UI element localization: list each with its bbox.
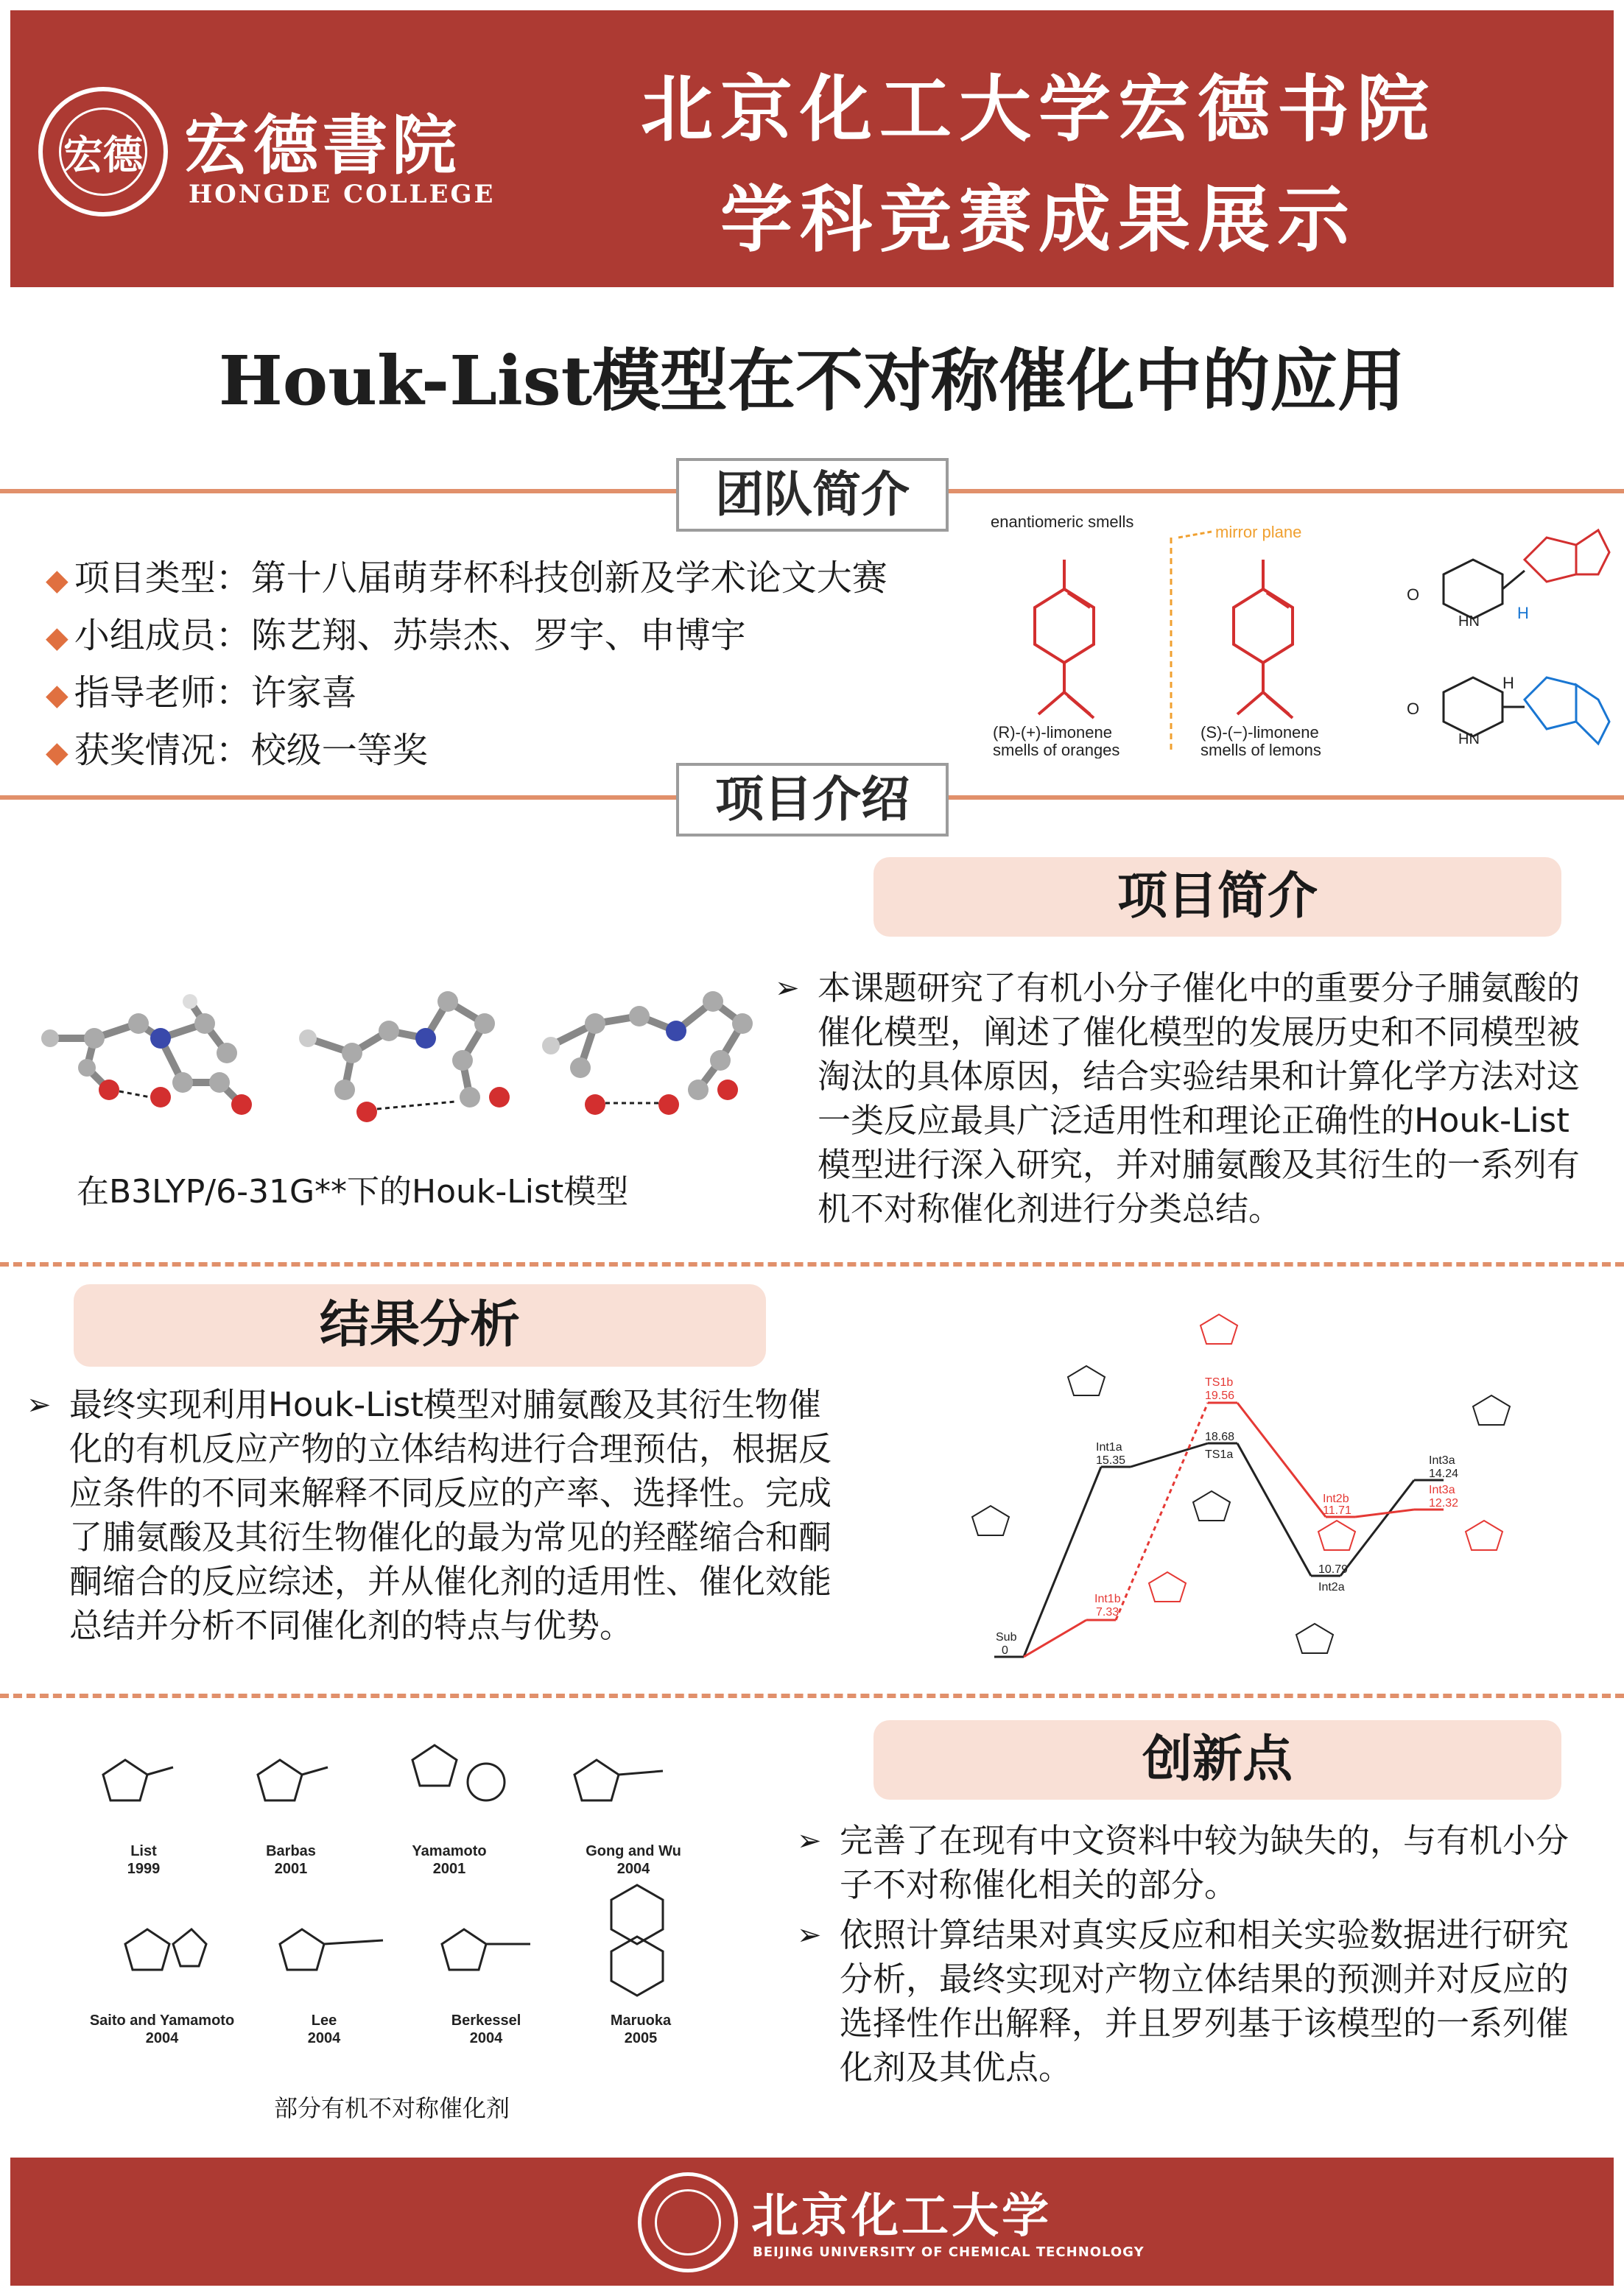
value-int3a-red: 12.32	[1429, 1497, 1459, 1510]
energy-profile-diagram	[957, 1296, 1606, 1679]
innovation-point-1: ➢ 完善了在现有中文资料中较为缺失的，与有机小分子不对称催化相关的部分。	[797, 1819, 1600, 1907]
header-title-line2: 学科竞赛成果展示	[720, 177, 1357, 262]
university-seal-icon	[638, 2172, 738, 2272]
logo-glyph: 宏德	[63, 130, 143, 178]
label-sub: Sub	[996, 1631, 1017, 1644]
houk-list-3d-models	[21, 957, 757, 1149]
catalyst-name-lee: Lee	[311, 2012, 337, 2029]
team-row-award: ◆ 获奖情况：校级一等奖	[46, 730, 428, 771]
arrow-icon: ➢	[775, 971, 800, 1005]
university-name-cn: 北京化工大学	[751, 2188, 1052, 2244]
svg-text:O: O	[1407, 585, 1420, 604]
value-ts1a: 18.68	[1205, 1431, 1235, 1443]
catalyst-year-berkessel: 2004	[469, 2030, 503, 2046]
svg-text:HN: HN	[1458, 613, 1480, 630]
catalyst-year-yamamoto: 2001	[432, 1861, 466, 1877]
dashed-divider	[0, 1694, 1624, 1698]
s-limonene-smell: smells of lemons	[1201, 741, 1321, 758]
catalyst-year-barbas: 2001	[274, 1861, 308, 1877]
catalyst-year-gong-wu: 2004	[616, 1861, 650, 1877]
results-title-pill: 结果分析	[74, 1284, 766, 1367]
limonene-figure	[957, 508, 1340, 758]
catalysts-caption: 部分有机不对称催化剂	[274, 2094, 510, 2122]
r-limonene-smell: smells of oranges	[993, 741, 1120, 758]
college-logo-icon	[38, 87, 168, 216]
arrow-icon: ➢	[797, 1824, 822, 1858]
svg-text:H: H	[1517, 604, 1529, 622]
thalidomide-figure	[1399, 508, 1613, 773]
arrow-icon: ➢	[27, 1388, 52, 1422]
label-ts1a: TS1a	[1205, 1448, 1234, 1461]
value-ts1b: 19.56	[1205, 1390, 1235, 1402]
svg-text:HN: HN	[1458, 731, 1480, 747]
label-int2a: Int2a	[1318, 1581, 1345, 1594]
value-int1a: 15.35	[1096, 1454, 1126, 1467]
innovation-point-2: ➢ 依照计算结果对真实反应和相关实验数据进行研究分析，最终实现对产物立体结果的预测并对反应的选择性作出解释，并且罗列基于该模型的一系列催化剂及其优点。	[797, 1913, 1600, 2090]
team-heading: 团队简介	[676, 458, 949, 532]
arrow-icon: ➢	[797, 1918, 822, 1952]
dashed-divider	[0, 1262, 1624, 1267]
enantiomer-label: enantiomeric smells	[991, 513, 1134, 531]
label-int1a: Int1a	[1096, 1441, 1122, 1454]
value-int3a: 14.24	[1429, 1468, 1459, 1480]
s-limonene-name: (S)-(−)-limonene	[1201, 723, 1319, 742]
value-sub: 0	[1002, 1644, 1008, 1657]
college-name-en: HONGDE COLLEGE	[189, 180, 496, 209]
r-limonene-name: (R)-(+)-limonene	[993, 723, 1112, 742]
catalyst-year-saito: 2004	[145, 2030, 179, 2046]
catalyst-name-berkessel: Berkessel	[451, 2012, 521, 2029]
label-int2b: Int2b	[1323, 1493, 1349, 1505]
value-int2b: 11.71	[1323, 1504, 1351, 1517]
catalyst-name-maruoka: Maruoka	[610, 2012, 672, 2029]
summary-text: ➢ 本课题研究了有机小分子催化中的重要分子脯氨酸的催化模型，阐述了催化模型的发展历史和不同模型被淘汰的具体原因，结合实验结果和计算化学方法对这一类反应最具广泛适用性和理论正确性的Houk-List模型进行深入研究，并对脯氨酸及其衍生的一系列有机不对称催化剂进行分类总结。	[775, 966, 1600, 1231]
svg-text:O: O	[1407, 700, 1420, 718]
catalyst-structures	[74, 1730, 795, 2069]
diamond-icon: ◆	[46, 563, 68, 597]
mirror-plane-label: mirror plane	[1215, 523, 1302, 541]
catalyst-year-lee: 2004	[307, 2030, 341, 2046]
team-row-advisor: ◆ 指导老师：许家喜	[46, 672, 357, 714]
catalyst-year-list: 1999	[127, 1861, 161, 1877]
catalyst-name-list: List	[130, 1843, 157, 1859]
poster-title: Houk-List模型在不对称催化中的应用	[218, 341, 1406, 420]
label-ts1b: TS1b	[1205, 1376, 1234, 1389]
university-name-en: BEIJING UNIVERSITY OF CHEMICAL TECHNOLOGY	[753, 2244, 1145, 2260]
college-name-cn: 宏德書院	[184, 107, 462, 183]
catalyst-year-maruoka: 2005	[624, 2030, 658, 2046]
svg-text:H: H	[1502, 674, 1514, 692]
label-int3a-red: Int3a	[1429, 1484, 1455, 1496]
catalyst-name-barbas: Barbas	[266, 1843, 316, 1859]
value-int2a: 10.79	[1318, 1563, 1349, 1576]
project-heading: 项目介绍	[676, 763, 949, 837]
catalyst-name-gong-wu: Gong and Wu	[586, 1843, 681, 1859]
innovation-title-pill: 创新点	[873, 1720, 1561, 1800]
label-int1b: Int1b	[1094, 1593, 1121, 1605]
results-text: ➢ 最终实现利用Houk-List模型对脯氨酸及其衍生物催化的有机反应产物的立体结构进行合理预估，根据反应条件的不同来解释不同反应的产率、选择性。完成了脯氨酸及其衍生物催化的最为常见的羟醛缩合和酮酮缩合的反应综述，并从催化剂的适用性、催化效能总结并分析不同催化剂的特点与优势。	[27, 1383, 844, 1648]
catalyst-name-yamamoto: Yamamoto	[412, 1843, 487, 1859]
label-int3a: Int3a	[1429, 1454, 1455, 1467]
diamond-icon: ◆	[46, 678, 68, 712]
team-row-type: ◆ 项目类型：第十八届萌芽杯科技创新及学术论文大赛	[46, 557, 887, 599]
model-caption: 在B3LYP/6-31G**下的Houk-List模型	[77, 1173, 629, 1211]
header-title-line1: 北京化工大学宏德书院	[640, 67, 1436, 152]
team-row-members: ◆ 小组成员：陈艺翔、苏崇杰、罗宇、申博宇	[46, 615, 746, 656]
diamond-icon: ◆	[46, 621, 68, 655]
catalyst-name-saito: Saito and Yamamoto	[89, 2012, 235, 2029]
diamond-icon: ◆	[46, 736, 68, 770]
value-int1b: 7.33	[1096, 1606, 1119, 1619]
summary-title-pill: 项目简介	[873, 857, 1561, 937]
